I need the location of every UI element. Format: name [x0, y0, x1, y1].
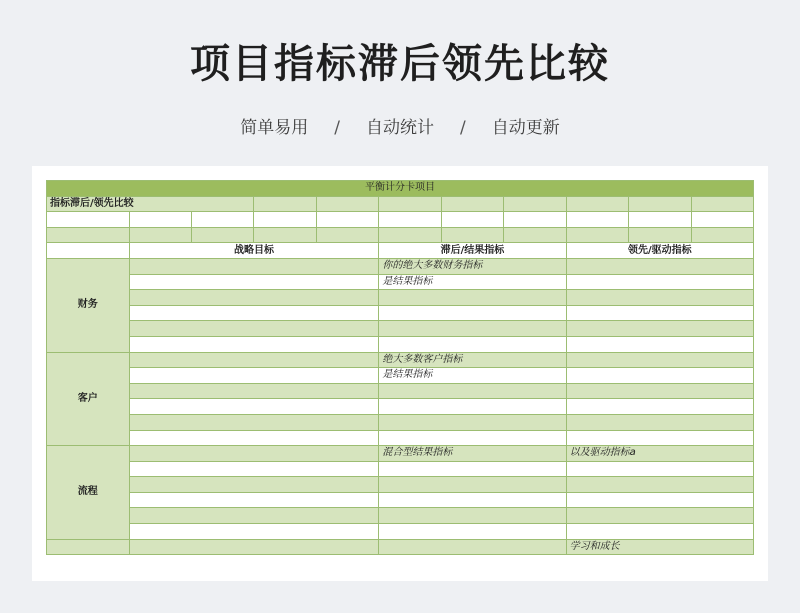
lagging-indicator-cell[interactable]: [379, 414, 566, 430]
leading-indicator-cell[interactable]: 学习和成长: [566, 539, 753, 555]
lagging-indicator-cell[interactable]: [379, 383, 566, 399]
section-label: [47, 539, 130, 555]
subtitle-row: [47, 196, 754, 212]
lagging-indicator-cell[interactable]: 是结果指标: [379, 368, 566, 384]
section-row: [47, 274, 754, 290]
section-row: [47, 524, 754, 540]
section-label: 流程: [47, 446, 130, 540]
lagging-indicator-cell[interactable]: [379, 336, 566, 352]
leading-indicator-cell[interactable]: [566, 414, 753, 430]
lagging-indicator-cell[interactable]: [379, 461, 566, 477]
cell[interactable]: [379, 227, 441, 243]
lagging-indicator-cell[interactable]: [379, 477, 566, 493]
cell[interactable]: [504, 212, 566, 228]
cell[interactable]: [629, 196, 691, 212]
strategic-goal-cell[interactable]: [129, 368, 379, 384]
cell[interactable]: [316, 227, 378, 243]
section-row: [47, 336, 754, 352]
leading-indicator-cell[interactable]: [566, 321, 753, 337]
section-row: [47, 508, 754, 524]
strategic-goal-cell[interactable]: [129, 305, 379, 321]
cell[interactable]: [441, 212, 503, 228]
blank-row: [47, 227, 754, 243]
section-row: [47, 290, 754, 306]
section-row: [47, 446, 754, 462]
section-row: [47, 539, 754, 555]
feature-auto-stats: 自动统计: [366, 118, 434, 138]
lagging-indicator-cell[interactable]: [379, 492, 566, 508]
lagging-indicator-cell[interactable]: 混合型结果指标: [379, 446, 566, 462]
strategic-goal-cell[interactable]: [129, 336, 379, 352]
section-row: [47, 383, 754, 399]
cell[interactable]: [129, 227, 191, 243]
strategic-goal-cell[interactable]: [129, 446, 379, 462]
section-row: [47, 352, 754, 368]
column-header-leading-indicator: 领先/驱动指标: [566, 243, 753, 259]
leading-indicator-cell[interactable]: 以及驱动指标a: [566, 446, 753, 462]
cell[interactable]: [441, 227, 503, 243]
cell[interactable]: [691, 227, 753, 243]
lagging-indicator-cell[interactable]: 你的绝大多数财务指标: [379, 258, 566, 274]
cell[interactable]: [129, 212, 191, 228]
strategic-goal-cell[interactable]: [129, 524, 379, 540]
section-row: [47, 414, 754, 430]
cell[interactable]: [504, 227, 566, 243]
column-header-lagging-indicator: 滞后/结果指标: [379, 243, 566, 259]
strategic-goal-cell[interactable]: [129, 430, 379, 446]
separator: /: [460, 118, 466, 138]
section-row: [47, 368, 754, 384]
lagging-indicator-cell[interactable]: [379, 508, 566, 524]
cell[interactable]: [47, 212, 130, 228]
leading-indicator-cell[interactable]: [566, 492, 753, 508]
cell[interactable]: [47, 243, 130, 259]
spreadsheet-preview: [32, 166, 768, 581]
cell[interactable]: [504, 196, 566, 212]
cell[interactable]: [254, 196, 316, 212]
leading-indicator-cell[interactable]: [566, 524, 753, 540]
lagging-indicator-cell[interactable]: [379, 524, 566, 540]
section-row: [47, 305, 754, 321]
cell[interactable]: [316, 212, 378, 228]
cell[interactable]: [566, 212, 628, 228]
cell[interactable]: [441, 196, 503, 212]
lagging-indicator-cell[interactable]: [379, 321, 566, 337]
leading-indicator-cell[interactable]: [566, 336, 753, 352]
section-row: [47, 258, 754, 274]
section-label: 财务: [47, 258, 130, 352]
strategic-goal-cell[interactable]: [129, 258, 379, 274]
sheet-subtitle[interactable]: 指标滞后/领先比较: [47, 196, 254, 212]
section-row: [47, 399, 754, 415]
leading-indicator-cell[interactable]: [566, 274, 753, 290]
leading-indicator-cell[interactable]: [566, 305, 753, 321]
strategic-goal-cell[interactable]: [129, 461, 379, 477]
strategic-goal-cell[interactable]: [129, 352, 379, 368]
leading-indicator-cell[interactable]: [566, 399, 753, 415]
column-header-strategic-goal: 战略目标: [129, 243, 379, 259]
lagging-indicator-cell[interactable]: 是结果指标: [379, 274, 566, 290]
blank-row: [47, 212, 754, 228]
section-row: [47, 492, 754, 508]
cell[interactable]: [379, 196, 441, 212]
banner-cell: 平衡计分卡项目: [47, 181, 754, 197]
cell[interactable]: [254, 212, 316, 228]
section-row: [47, 430, 754, 446]
feature-tagline: [0, 113, 800, 138]
leading-indicator-cell[interactable]: [566, 290, 753, 306]
leading-indicator-cell[interactable]: [566, 508, 753, 524]
strategic-goal-cell[interactable]: [129, 399, 379, 415]
lagging-indicator-cell[interactable]: [379, 539, 566, 555]
page-title: 项目指标滞后领先比较: [190, 41, 610, 87]
strategic-goal-cell[interactable]: [129, 508, 379, 524]
leading-indicator-cell[interactable]: [566, 477, 753, 493]
leading-indicator-cell[interactable]: [566, 352, 753, 368]
strategic-goal-cell[interactable]: [129, 539, 379, 555]
leading-indicator-cell[interactable]: [566, 368, 753, 384]
cell[interactable]: [566, 196, 628, 212]
cell[interactable]: [379, 212, 441, 228]
cell[interactable]: [47, 227, 130, 243]
cell[interactable]: [629, 227, 691, 243]
separator: /: [334, 118, 340, 138]
lagging-indicator-cell[interactable]: [379, 399, 566, 415]
scorecard-table: [46, 180, 754, 555]
feature-easy-to-use: 简单易用: [240, 118, 309, 138]
strategic-goal-cell[interactable]: [129, 290, 379, 306]
cell[interactable]: [316, 196, 378, 212]
strategic-goal-cell[interactable]: [129, 414, 379, 430]
feature-auto-update: 自动更新: [491, 118, 560, 138]
section-label: 客户: [47, 352, 130, 446]
strategic-goal-cell[interactable]: [129, 321, 379, 337]
cell[interactable]: [254, 227, 316, 243]
leading-indicator-cell[interactable]: [566, 258, 753, 274]
lagging-indicator-cell[interactable]: [379, 305, 566, 321]
section-row: [47, 321, 754, 337]
strategic-goal-cell[interactable]: [129, 274, 379, 290]
section-row: [47, 461, 754, 477]
cell[interactable]: [192, 227, 254, 243]
strategic-goal-cell[interactable]: [129, 477, 379, 493]
leading-indicator-cell[interactable]: [566, 383, 753, 399]
banner-row: [47, 181, 754, 197]
cell[interactable]: [691, 196, 753, 212]
leading-indicator-cell[interactable]: [566, 430, 753, 446]
leading-indicator-cell[interactable]: [566, 461, 753, 477]
lagging-indicator-cell[interactable]: [379, 430, 566, 446]
section-row: [47, 477, 754, 493]
cell[interactable]: [629, 212, 691, 228]
lagging-indicator-cell[interactable]: 绝大多数客户指标: [379, 352, 566, 368]
strategic-goal-cell[interactable]: [129, 492, 379, 508]
lagging-indicator-cell[interactable]: [379, 290, 566, 306]
column-header-row: [47, 243, 754, 259]
cell[interactable]: [192, 212, 254, 228]
cell[interactable]: [566, 227, 628, 243]
strategic-goal-cell[interactable]: [129, 383, 379, 399]
cell[interactable]: [691, 212, 753, 228]
